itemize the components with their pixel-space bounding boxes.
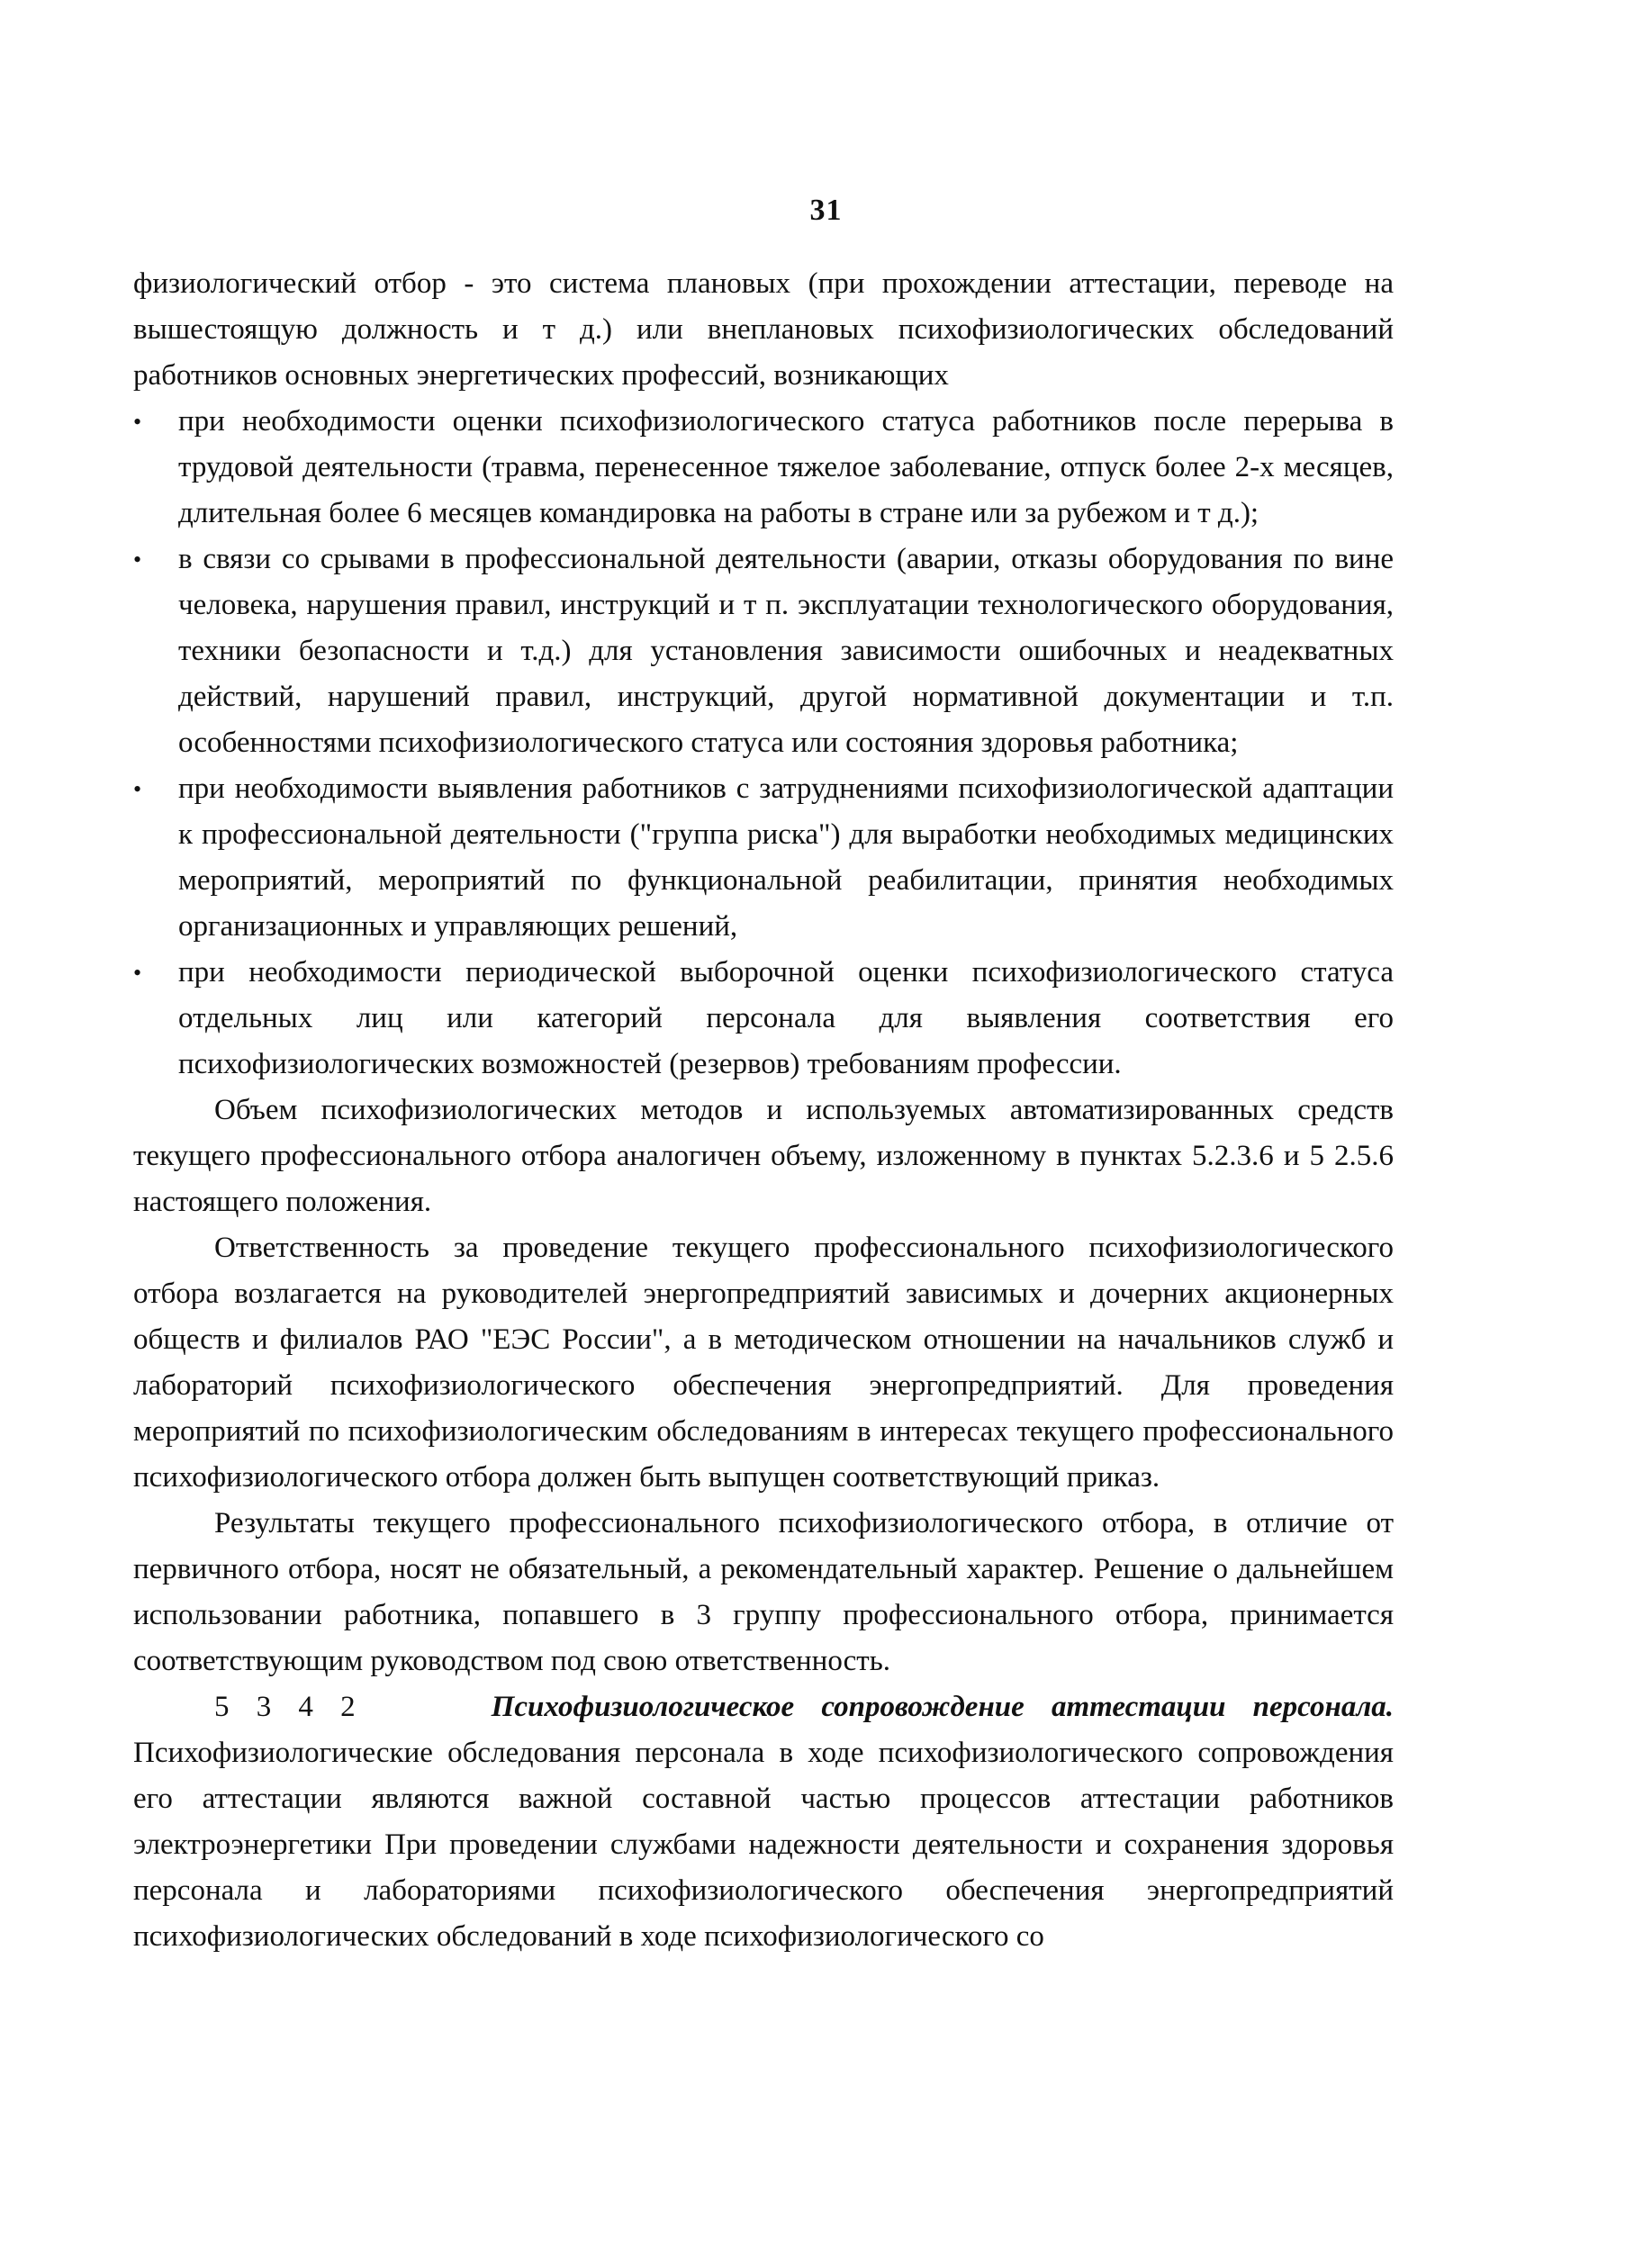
bullet-text: в связи со срывами в профессиональной деятельности (аварии, отказы оборудования по вине человека, нарушения правил, инструкций и т п. эксплуатации технологического оборудования, техники безопасности и т.д.) для установления зависимости ошибочных и неадекватных действий, нарушений правил, инструкций, другой нормативной документации и т.п. особенностями психофизиологического статуса или состояния здоровья работника;: [178, 543, 1394, 759]
bullet-icon: •: [133, 546, 142, 573]
paragraph-results: Результаты текущего профессионального психофизиологического отбора, в отличие от первичного отбора, носят не обязательный, а рекомендательный характер. Решение о дальнейшем использовании работника, попавшего в 3 группу профессионального отбора, принимается соответствующим руководством под свою ответственность.: [133, 1507, 1394, 1677]
bullet-item: [133, 537, 1394, 766]
bullet-item: [133, 950, 1394, 1088]
bullet-icon: •: [133, 409, 142, 435]
bullet-icon: •: [133, 776, 142, 802]
bullet-list: [133, 399, 1394, 1088]
section-text: Психофизиологические обследования персонала в ходе психофизиологического сопровождения его аттестации являются важной составной частью процессов аттестации работников электроэнергетики При проведении службами надежности деятельности и сохранения здоровья персонала и лабораториями психофизиологического обеспечения энергопредприятий психофизиологических обследований в ходе психофизиологического со: [133, 1737, 1394, 1953]
bullet-text: при необходимости оценки психофизиологического статуса работников после перерыва в трудовой деятельности (травма, перенесенное тяжелое заболевание, отпуск более 2-х месяцев, длительная более 6 месяцев командировка на работы в стране или за рубежом и т д.);: [178, 405, 1394, 529]
bullet-item: [133, 399, 1394, 537]
page-number: 31: [809, 194, 843, 227]
bullet-item: [133, 766, 1394, 950]
bullet-text: при необходимости периодической выборочной оценки психофизиологического статуса отдельных лиц или категорий персонала для выявления соответствия его психофизиологических возможностей (резервов) требованиям профессии.: [178, 956, 1394, 1080]
section-paragraph: [133, 1684, 1394, 1960]
bullet-text: при необходимости выявления работников с затруднениями психофизиологической адаптации к профессиональной деятельности ("группа риска") для выработки необходимых медицинских мероприятий, мероприятий по функциональной реабилитации, принятия необходимых организационных и управляющих решений,: [178, 772, 1394, 943]
paragraph-responsibility: Ответственность за проведение текущего профессионального психофизиологического отбора возлагается на руководителей энергопредприятий зависимых и дочерних акционерных обществ и филиалов РАО "ЕЭС России", а в методическом отношении на начальников служб и лабораторий психофизиологического обеспечения энергопредприятий. Для проведения мероприятий по психофизиологическим обследованиям в интересах текущего профессионального психофизиологического отбора должен быть выпущен соответствующий приказ.: [133, 1232, 1394, 1494]
intro-paragraph: физиологический отбор - это система плановых (при прохождении аттестации, переводе на вышестоящую должность и т д.) или внеплановых психофизиологических обследований работников основных энергетических профессий, возникающих: [133, 267, 1394, 392]
page-content: [133, 261, 1394, 1960]
section-number: 5 3 4 2: [214, 1691, 356, 1723]
bullet-icon: •: [133, 960, 142, 986]
paragraph-methods-volume: Объем психофизиологических методов и используемых автоматизированных средств текущего профессионального отбора аналогичен объему, изложенному в пунктах 5.2.3.6 и 5 2.5.6 настоящего положения.: [133, 1094, 1394, 1218]
section-title: Психофизиологическое сопровождение аттестации персонала.: [491, 1691, 1395, 1723]
